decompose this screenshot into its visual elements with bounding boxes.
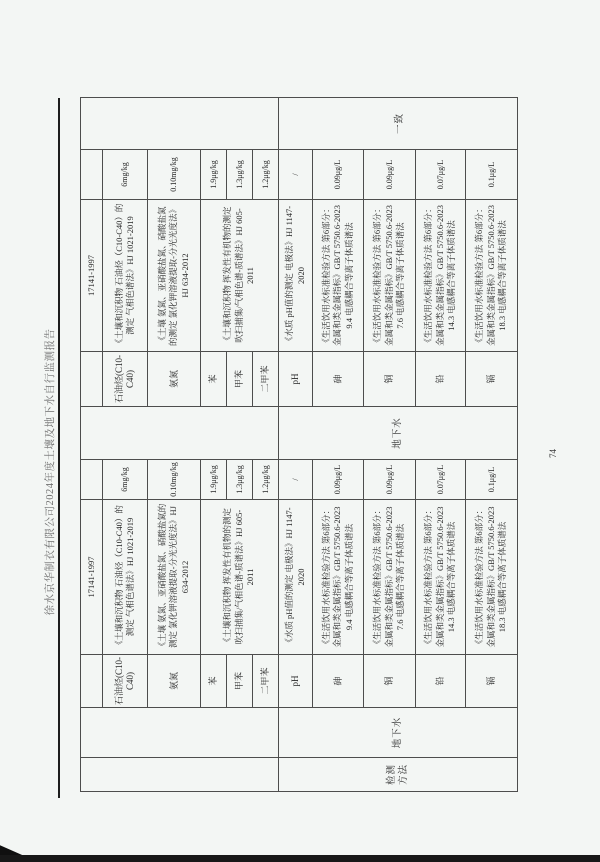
limit-cell: / — [279, 150, 313, 200]
method-cell: 17141-1997 — [81, 200, 103, 352]
method-cell: 《土壤 氨氮、亚硝酸盐氮、硝酸盐氮的测定 氯化钾溶液提取-分光光度法》HJ 634-2012 — [148, 200, 201, 352]
category-soil-continued-cell — [81, 407, 279, 460]
param-cell: 苯 — [201, 655, 227, 708]
method-cell: 《生活饮用水标准检验方法 第6部分：金属和类金属指标》GB/T 5750.6-2023 14.3 电感耦合等离子体质谱法 — [416, 200, 466, 352]
param-cell: 二甲苯 — [253, 655, 279, 708]
param-cell: 镉 — [466, 352, 518, 407]
param-cell: 氨氮 — [148, 352, 201, 407]
limit-cell — [81, 460, 103, 500]
header-rule — [58, 98, 60, 798]
method-cell-merged-voc: 《土壤和沉积物 挥发性有机物的测定 吹扫捕集/气相色谱-质谱法》HJ 605-2011 — [201, 500, 279, 655]
limit-cell: 1.3μg/kg — [227, 150, 253, 200]
param-cell: 氨氮 — [148, 655, 201, 708]
page-number: 74 — [548, 449, 558, 458]
limit-cell: 1.9μg/kg — [201, 150, 227, 200]
limit-cell: 0.09μg/L — [364, 460, 416, 500]
limit-cell — [81, 150, 103, 200]
limit-cell: 1.3μg/kg — [227, 460, 253, 500]
method-cell: 《生活饮用水标准检验方法 第6部分：金属和类金属指标》GB/T 5750.6-2023 9.4 电感耦合等离子体质谱法 — [313, 200, 364, 352]
category-soil-continued-cell — [81, 708, 279, 758]
limit-cell: 1.2μg/kg — [253, 460, 279, 500]
row-header-continued-cell — [81, 758, 279, 792]
param-cell — [81, 352, 103, 407]
method-cell: 《水质 pH值的测定 电极法》HJ 1147-2020 — [279, 500, 313, 655]
param-cell: 铜 — [364, 352, 416, 407]
method-cell: 《土壤和沉积物 石油烃（C10-C40）的测定 气相色谱法》HJ 1021-2019 — [103, 500, 148, 655]
param-cell: pH — [279, 655, 313, 708]
category-groundwater-cell: 地下水 — [279, 407, 518, 460]
method-cell: 《生活饮用水标准检验方法 第6部分：金属和类金属指标》GB/T 5750.6-2023 18.3 电感耦合等离子体质谱法 — [466, 200, 518, 352]
param-cell: 铅 — [416, 655, 466, 708]
method-cell: 《土壤和沉积物 石油烃（C10-C40）的测定 气相色谱法》HJ 1021-2019 — [103, 200, 148, 352]
param-cell: 铅 — [416, 352, 466, 407]
limit-cell: 0.09μg/L — [313, 460, 364, 500]
row-header-method-cell: 检测方法 — [279, 758, 518, 792]
param-cell: 砷 — [313, 655, 364, 708]
table-row — [279, 98, 313, 792]
method-cell: 《生活饮用水标准检验方法 第6部分：金属和类金属指标》GB/T 5750.6-2023 9.4 电感耦合等离子体质谱法 — [313, 500, 364, 655]
method-cell: 《水质 pH值的测定 电极法》HJ 1147-2020 — [279, 200, 313, 352]
conclusion-cell: 一致 — [279, 98, 518, 150]
limit-cell: 0.07μg/L — [416, 460, 466, 500]
param-cell: 铜 — [364, 655, 416, 708]
method-comparison-table — [80, 97, 518, 792]
limit-cell: 1.9μg/kg — [201, 460, 227, 500]
conclusion-continued-cell — [81, 98, 279, 150]
method-cell: 《生活饮用水标准检验方法 第6部分：金属和类金属指标》GB/T 5750.6-2023 14.3 电感耦合等离子体质谱法 — [416, 500, 466, 655]
limit-cell: 0.10mg/kg — [148, 460, 201, 500]
param-cell: 苯 — [201, 352, 227, 407]
param-cell: 砷 — [313, 352, 364, 407]
limit-cell: 6mg/kg — [103, 460, 148, 500]
param-cell: 甲苯 — [227, 655, 253, 708]
limit-cell: 0.1μg/L — [466, 150, 518, 200]
method-cell: 《生活饮用水标准检验方法 第6部分：金属和类金属指标》GB/T 5750.6-2023 7.6 电感耦合等离子体质谱法 — [364, 500, 416, 655]
method-cell: 《生活饮用水标准检验方法 第6部分：金属和类金属指标》GB/T 5750.6-2023 7.6 电感耦合等离子体质谱法 — [364, 200, 416, 352]
limit-cell: 0.10mg/kg — [148, 150, 201, 200]
limit-cell: / — [279, 460, 313, 500]
param-cell: 甲苯 — [227, 352, 253, 407]
method-cell: 17141-1997 — [81, 500, 103, 655]
limit-cell: 0.1μg/L — [466, 460, 518, 500]
category-groundwater-cell: 地下水 — [279, 708, 518, 758]
table-row — [81, 98, 103, 792]
param-cell: 石油烃(C10-C40) — [103, 352, 148, 407]
scan-edge-shadow — [0, 855, 600, 862]
limit-cell: 1.2μg/kg — [253, 150, 279, 200]
document-title: 徐水京华制衣有限公司2024年度土壤及地下水自行监测报告 — [45, 328, 56, 616]
param-cell — [81, 655, 103, 708]
limit-cell: 0.07μg/L — [416, 150, 466, 200]
limit-cell: 0.09μg/L — [313, 150, 364, 200]
method-cell-merged-voc: 《土壤和沉积物 挥发性有机物的测定 吹扫捕集/气相色谱-质谱法》HJ 605-2011 — [201, 200, 279, 352]
method-cell: 《生活饮用水标准检验方法 第6部分：金属和类金属指标》GB/T 5750.6-2023 18.3 电感耦合等离子体质谱法 — [466, 500, 518, 655]
param-cell: 镉 — [466, 655, 518, 708]
method-cell: 《土壤 氨氮、亚硝酸盐氮、硝酸盐氮的测定 氯化钾溶液提取-分光光度法》HJ 634-2012 — [148, 500, 201, 655]
param-cell: pH — [279, 352, 313, 407]
param-cell: 石油烃(C10-C40) — [103, 655, 148, 708]
limit-cell: 6mg/kg — [103, 150, 148, 200]
limit-cell: 0.09μg/L — [364, 150, 416, 200]
param-cell: 二甲苯 — [253, 352, 279, 407]
